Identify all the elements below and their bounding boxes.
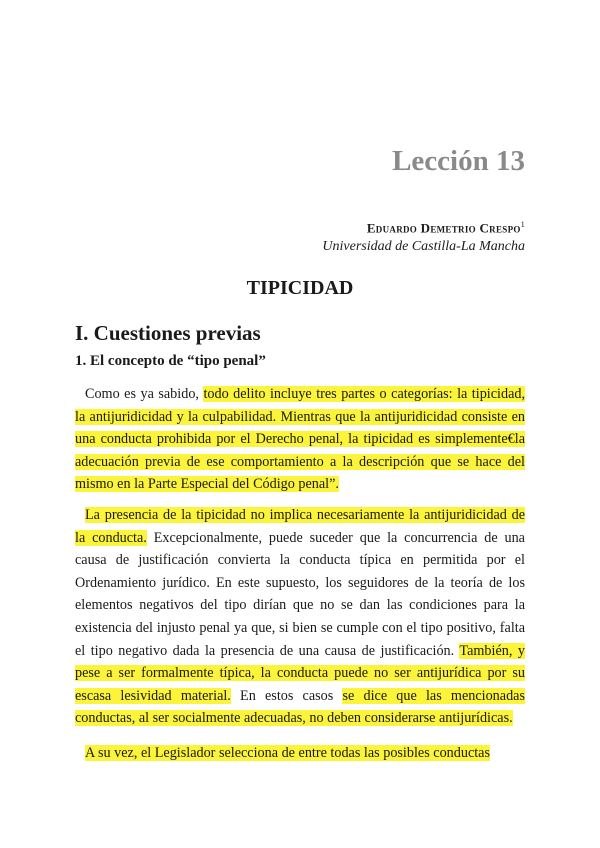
highlighted-text: todo delito incluye tres partes o categorías: la tipicidad, la antijuridicidad y la culpabilidad. Mientras que la antijuridicidad consiste en una conducta prohibida por el Derecho penal, la tipicidad es simplemente€la adecuación previa de ese comportamiento a la descripción que se hace del mismo en la Parte Especial del Código penal”. [75,386,526,493]
plain-text: Excepcionalmente, puede suceder que la concurrencia de una causa de justificación convierta la conducta típica en permitida por el Ordenamiento jurídico. En este supuesto, los seguidores de la teoría de los elementos negativos del tipo dirían que no se dan las condiciones para la existencia del injusto penal ya que, si bien se cumple con el tipo positivo, falta el tipo negativo dada la presencia de una causa de justificación. [75,529,525,659]
paragraph-3 [75,742,525,765]
author-name-text: Eduardo Demetrio Crespo [366,220,521,236]
highlighted-text: La presencia de la tipicidad no implica necesariamente la antijuridicidad de la conducta. [75,507,525,546]
author-name [367,220,525,236]
highlighted-text: A su vez, el Legislador selecciona de entre todas las posibles conductas [85,745,491,761]
paragraph-1 [75,383,525,496]
plain-text: Como es ya sabido, [85,386,204,402]
chapter-title: TIPICIDAD [246,277,354,299]
plain-text: En estos casos [230,687,343,704]
highlighted-text: se dice que las mencionadas conductas, al ser socialmente adecuadas, no deben considerarse antijurídicas. [75,687,525,727]
highlighted-text: También, y pese a ser formalmente típica, la conducta puede no ser antijurídica por su escasa lesividad material. [75,642,525,704]
paragraph-2 [75,504,525,730]
footnote-mark[interactable]: 1 [520,220,525,229]
lesson-heading: Lección 13 [392,145,525,177]
author-affiliation: Universidad de Castilla-La Mancha [322,239,525,254]
section-heading: I. Cuestiones previas [75,321,261,345]
subsection-heading: 1. El concepto de “tipo penal” [75,353,266,369]
